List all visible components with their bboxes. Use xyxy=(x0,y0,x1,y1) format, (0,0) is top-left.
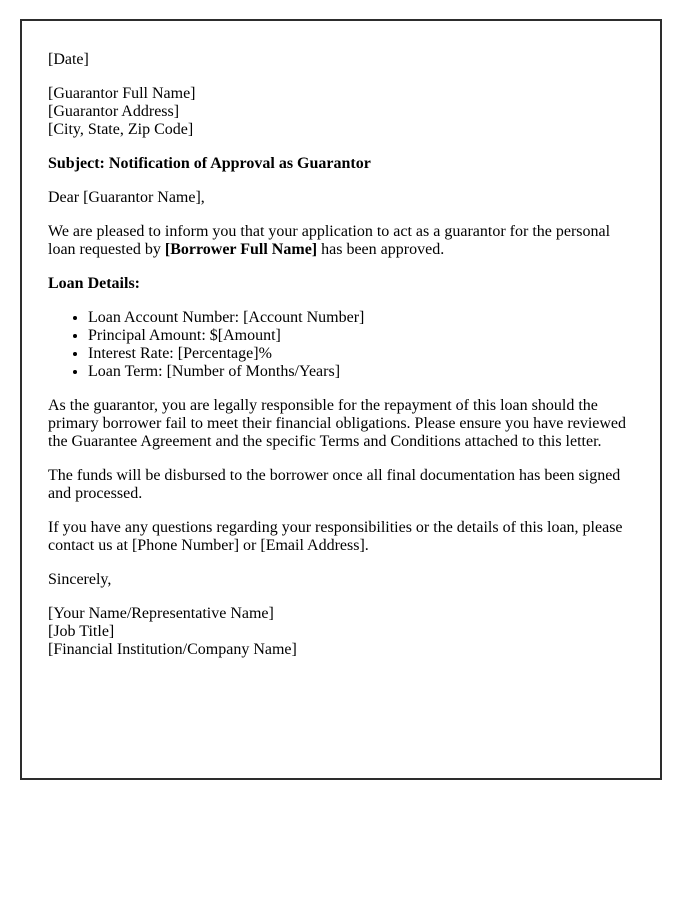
recipient-block xyxy=(48,85,634,139)
recipient-line-city-state-zip: [City, State, Zip Code] xyxy=(48,121,194,138)
loan-detail-account-number: • Loan Account Number: [Account Number] xyxy=(88,309,634,327)
closing-line: Sincerely, xyxy=(48,571,112,588)
date-line: [Date] xyxy=(48,51,89,68)
letter-page xyxy=(20,19,662,780)
disbursement-paragraph: The funds will be disbursed to the borrower once all final documentation has been signed and processed. xyxy=(48,467,621,502)
loan-detail-principal-amount: • Principal Amount: $[Amount] xyxy=(88,327,634,345)
loan-detail-interest-rate: • Interest Rate: [Percentage]% xyxy=(88,345,634,363)
signature-line-job-title: [Job Title] xyxy=(48,623,115,640)
subject-line: Subject: Notification of Approval as Guarantor xyxy=(48,155,371,172)
borrower-name-placeholder: [Borrower Full Name] xyxy=(164,241,318,258)
intro-text-after: has been approved. xyxy=(317,241,445,258)
signature-line-company: [Financial Institution/Company Name] xyxy=(48,641,297,658)
recipient-line-name: [Guarantor Full Name] xyxy=(48,85,196,102)
loan-detail-loan-term: • Loan Term: [Number of Months/Years] xyxy=(88,363,634,381)
loan-details-list xyxy=(48,309,634,381)
signature-block xyxy=(48,605,634,659)
salutation: Dear [Guarantor Name], xyxy=(48,189,205,206)
loan-details-heading: Loan Details: xyxy=(48,275,140,292)
signature-line-name: [Your Name/Representative Name] xyxy=(48,605,274,622)
recipient-line-address: [Guarantor Address] xyxy=(48,103,180,120)
contact-paragraph: If you have any questions regarding your responsibilities or the details of this loan, please contact us at [Phone Number] or [Email Address]. xyxy=(48,519,623,554)
intro-text-before: We are pleased to inform you that your application to act as a guarantor for the personal loan requested by xyxy=(48,223,611,258)
intro-paragraph xyxy=(48,223,634,259)
responsibility-paragraph: As the guarantor, you are legally responsible for the repayment of this loan should the primary borrower fail to meet their financial obligations. Please ensure you have reviewed the Guarantee Agreement and the specific Terms and Conditions attached to this letter. xyxy=(48,397,627,450)
